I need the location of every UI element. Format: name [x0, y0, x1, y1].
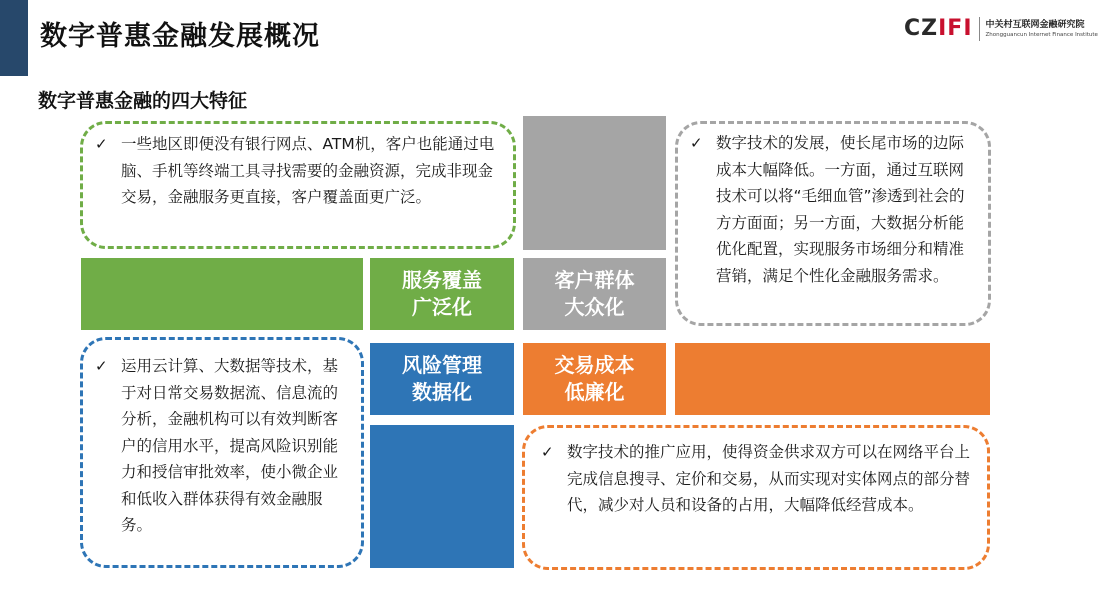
title-accent-bar — [0, 0, 28, 76]
cost-label-line2: 低廉化 — [564, 380, 625, 404]
coverage-text-box — [80, 121, 516, 249]
coverage-bullet — [95, 131, 499, 211]
risk-label-line1: 风险管理 — [402, 353, 482, 377]
coverage-label-line2: 广泛化 — [412, 295, 472, 319]
customer-bullet — [690, 130, 976, 289]
section-subtitle: 数字普惠金融的四大特征 — [38, 90, 248, 112]
logo-divider — [979, 17, 980, 41]
czifi-logo — [904, 17, 1098, 41]
customer-bullet-text: 数字技术的发展，使长尾市场的边际成本大幅降低。一方面，通过互联网技术可以将“毛细血管”渗透到社会的方方面面；另一方面，大数据分析能优化配置，实现服务市场细分和精准营销，满足个性化金融服务需求。 — [716, 134, 965, 285]
risk-label-line2: 数据化 — [412, 380, 472, 404]
page-title: 数字普惠金融发展概况 — [40, 21, 320, 52]
check-icon: ✓ — [541, 443, 554, 461]
coverage-label-line1: 服务覆盖 — [402, 268, 482, 292]
risk-label-block — [370, 343, 514, 415]
coverage-label-block — [370, 258, 514, 330]
green-bar — [81, 258, 363, 330]
check-icon: ✓ — [690, 134, 703, 152]
cost-label-line1: 交易成本 — [554, 353, 635, 377]
gray-column — [523, 116, 666, 250]
orange-bar — [675, 343, 990, 415]
blue-column — [370, 425, 514, 568]
logo-name-en: Zhongguancun Internet Finance Institute — [985, 32, 1098, 38]
customer-label-line2: 大众化 — [564, 295, 625, 319]
logo-mark — [904, 18, 973, 40]
customer-label-block — [523, 258, 666, 330]
logo-text — [986, 19, 1098, 39]
cost-text-box — [522, 425, 990, 570]
cost-label-block — [523, 343, 666, 415]
check-icon: ✓ — [95, 135, 108, 153]
risk-bullet-text: 运用云计算、大数据等技术，基于对日常交易数据流、信息流的分析，金融机构可以有效判断客户的信用水平，提高风险识别能力和授信审批效率，使小微企业和低收入群体获得有效金融服务。 — [121, 357, 339, 534]
coverage-bullet-text: 一些地区即便没有银行网点、ATM机，客户也能通过电脑、手机等终端工具寻找需要的金融资源，完成非现金交易，金融服务更直接，客户覆盖面更广泛。 — [121, 135, 495, 206]
cost-bullet — [541, 439, 973, 519]
logo-mark-right: IFI — [938, 16, 973, 41]
logo-name-cn: 中关村互联网金融研究院 — [985, 20, 1085, 30]
risk-bullet — [95, 353, 349, 539]
customer-label-line1: 客户群体 — [554, 268, 635, 292]
customer-text-box — [675, 121, 991, 326]
cost-bullet-text: 数字技术的推广应用，使得资金供求双方可以在网络平台上完成信息搜寻、定价和交易，从而实现对实体网点的部分替代，减少对人员和设备的占用，大幅降低经营成本。 — [567, 443, 971, 514]
risk-text-box — [80, 337, 364, 568]
logo-mark-left: CZ — [904, 16, 939, 41]
check-icon: ✓ — [95, 357, 108, 375]
